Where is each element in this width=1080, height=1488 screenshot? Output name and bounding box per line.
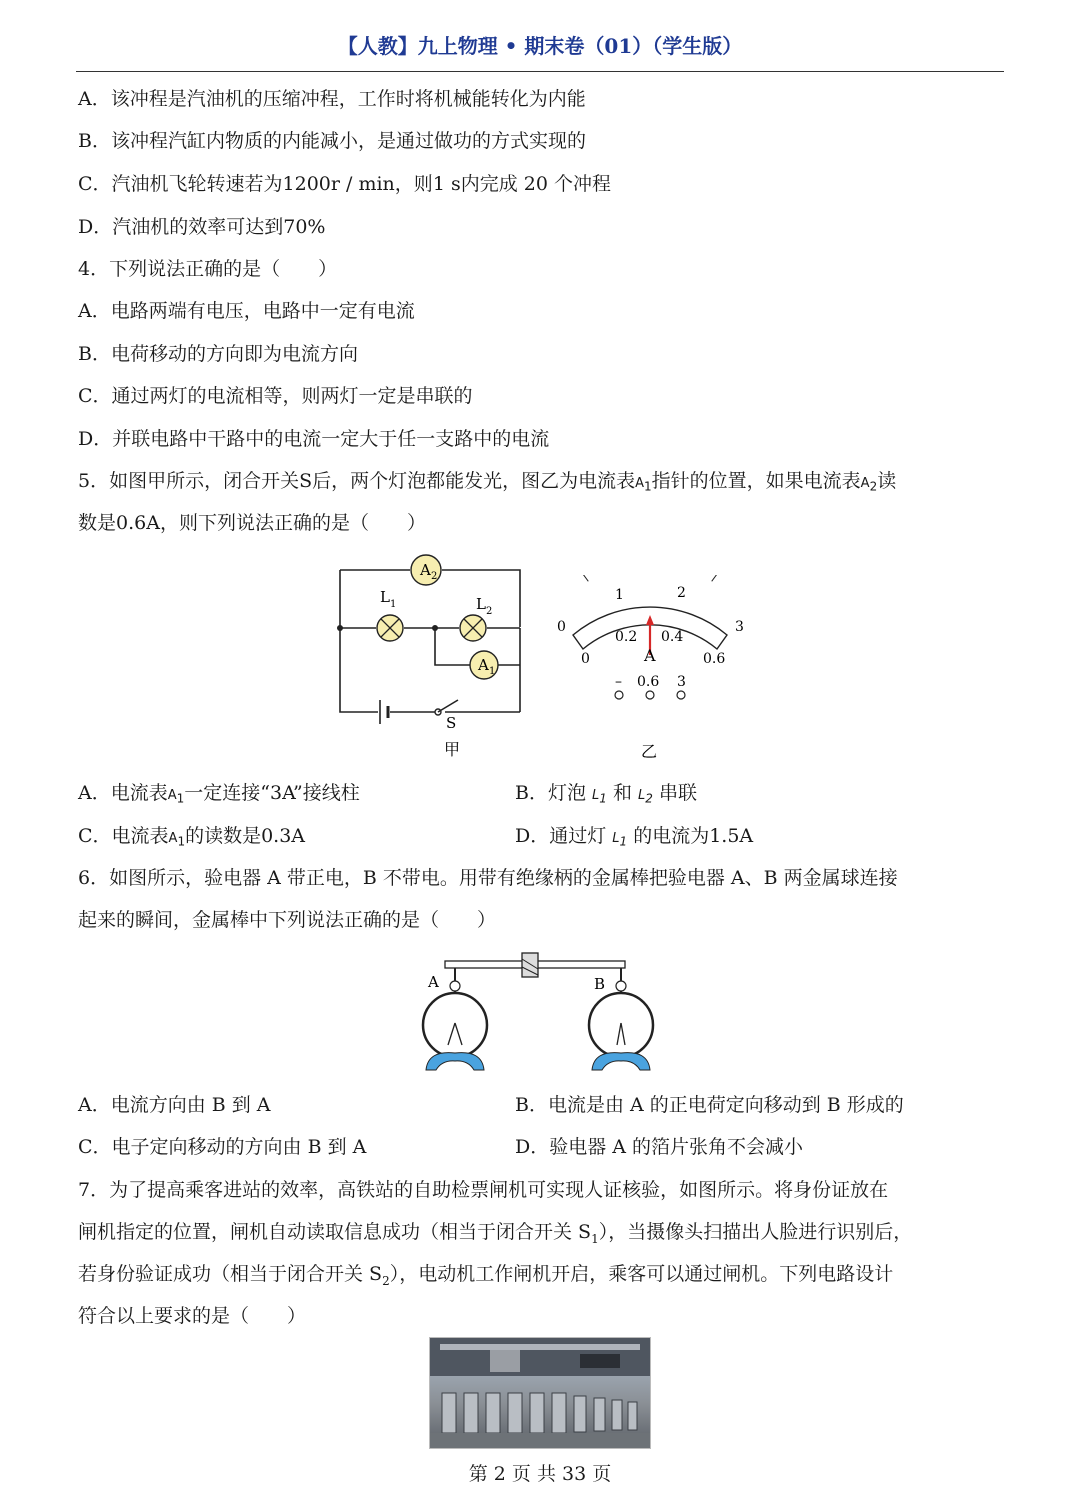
bottom-scale-0: 0	[581, 651, 590, 667]
q3-option-d-value: 70%	[283, 216, 326, 238]
q7-line3-a: 若身份验证成功（相当于闭合开关 S	[78, 1263, 383, 1285]
dial-tick	[712, 575, 722, 581]
q6-option-d: D．验电器 A 的箔片张角不会减小	[515, 1136, 804, 1158]
q5-stem-line2: 数是0.6A，则下列说法正确的是（ ）	[78, 512, 426, 534]
figure-caption-jia: 甲	[444, 740, 461, 759]
q5-stem-part3: 读	[877, 470, 897, 492]
q3-option-c-time: 1 s	[432, 173, 461, 195]
q3-option-c	[78, 171, 1008, 197]
terminal-3	[677, 691, 685, 699]
electroscope-a-label: A	[428, 973, 439, 991]
q5-b-l1-letter: L	[592, 788, 600, 803]
header-divider	[76, 71, 1004, 72]
q3-option-c-speed: 1200r / min	[282, 173, 395, 195]
a2-letter: A	[860, 476, 870, 491]
top-scale-1: 1	[615, 587, 624, 603]
q7-line1: 7．为了提高乘客进站的效率，高铁站的自助检票闸机可实现人证核验，如图所示。将身份证放在	[78, 1179, 889, 1201]
q5-b-pre: B．灯泡	[515, 782, 586, 804]
q5-c-sub: 1	[177, 834, 186, 849]
terminal-06	[646, 691, 654, 699]
dial-ticks	[579, 575, 721, 581]
q5-a-post: 一定连接“3A”接线柱	[184, 782, 360, 804]
q5-a-sub: 1	[176, 791, 185, 806]
junction-left	[337, 625, 343, 631]
ammeter-a1-text: A	[478, 656, 489, 674]
q3-option-c-mid: ，则	[394, 173, 433, 195]
q5-c-post: 的读数是0.3A	[185, 825, 306, 847]
terminal-label-3: 3	[677, 674, 686, 690]
ammeter-dial-yi	[545, 575, 755, 765]
electroscope-b-stand	[592, 1053, 650, 1070]
q5-c-pre: C．电流表	[78, 825, 169, 847]
q6-stem-line2: 起来的瞬间，金属棒中下列说法正确的是（ ）	[78, 909, 497, 931]
meter-symbol: A	[644, 646, 656, 665]
q5-option-c	[78, 823, 498, 855]
q5-option-d	[515, 823, 753, 855]
q5-b-l2-letter: L	[638, 788, 646, 803]
q5-stem-line1	[78, 468, 1008, 500]
q7-s2-sub: 2	[382, 1273, 390, 1288]
q3-option-a: A．该冲程是汽油机的压缩冲程，工作时将机械能转化为内能	[78, 88, 586, 110]
top-scale-0: 0	[557, 619, 566, 635]
q5-ammeter-a2-label	[860, 476, 878, 494]
q5-b-l1-sub: 1	[599, 791, 607, 806]
q7-line2	[78, 1219, 1008, 1252]
q7-s1-sub: 1	[591, 1231, 599, 1246]
bottom-scale-1: 0.2	[615, 629, 638, 645]
terminal-label-06: 0.6	[637, 674, 660, 690]
q5-d-post: 的电流为1.5A	[633, 825, 754, 847]
bottom-scale-2: 0.4	[661, 629, 684, 645]
q5-option-a	[78, 780, 498, 812]
q4-option-d: D．并联电路中干路中的电流一定大于任一支路中的电流	[78, 428, 550, 450]
q5-a-letter: A	[167, 788, 177, 803]
q6-option-b: B．电流是由 A 的正电荷定向移动到 B 形成的	[515, 1094, 904, 1116]
a1-subscript: 1	[644, 479, 652, 494]
q4-option-c: C．通过两灯的电流相等，则两灯一定是串联的	[78, 385, 473, 407]
page-header-title: 【人教】九上物理 • 期末卷（01）（学生版）	[337, 34, 743, 58]
electroscope-a-stand	[426, 1053, 484, 1070]
top-scale-2: 2	[677, 585, 686, 601]
ticket-gate-illustration	[430, 1338, 650, 1448]
lamp-l1-label: L	[380, 588, 390, 606]
top-scale-3: 3	[735, 619, 744, 635]
q3-option-c-pre: C．汽油机飞轮转速若为	[78, 173, 283, 195]
ammeter-a1-sub: 1	[489, 666, 496, 677]
q4-stem: 4．下列说法正确的是（ ）	[78, 258, 338, 280]
q5-b-mid: 和	[612, 782, 632, 804]
a2-subscript: 2	[869, 479, 878, 494]
bottom-scale-3: 0.6	[703, 651, 726, 667]
q5-d-l1-letter: L	[612, 831, 620, 846]
q5-ammeter-a1-label	[635, 476, 652, 494]
q7-line3-b: ），电动机工作闸机开启，乘客可以通过闸机。下列电路设计	[389, 1263, 894, 1285]
q7-line4: 符合以上要求的是（ ）	[78, 1305, 307, 1327]
q5-b-l1	[592, 788, 607, 806]
circuit-diagram-jia	[330, 550, 530, 765]
a1-letter: A	[635, 476, 645, 491]
q6-option-c: C．电子定向移动的方向由 B 到 A	[78, 1136, 367, 1158]
q5-option-b	[515, 780, 697, 812]
switch-label: S	[446, 714, 457, 732]
lamp-l2-sub: 2	[486, 606, 493, 617]
q5-d-l1-sub: 1	[619, 834, 628, 849]
electroscope-b-label: B	[594, 975, 606, 993]
q5-stem-part2: 指针的位置，如果电流表	[651, 470, 861, 492]
q5-c-ammeter	[168, 831, 186, 849]
q5-b-l2	[638, 788, 653, 806]
lamp-l2-label: L	[476, 595, 486, 613]
dial-tick	[579, 575, 589, 581]
q7-line3	[78, 1261, 1008, 1294]
ammeter-a2-text: A	[420, 561, 431, 579]
terminal-neg	[615, 691, 623, 699]
q7-line2-a: 闸机指定的位置，闸机自动读取信息成功（相当于闭合开关 S	[78, 1221, 592, 1243]
q7-line2-b: ），当摄像头扫描出人脸进行识别后，	[598, 1221, 913, 1243]
q3-option-b: B．该冲程汽缸内物质的内能减小，是通过做功的方式实现的	[78, 130, 586, 152]
q3-option-d	[78, 214, 1008, 240]
q5-d-pre: D．通过灯	[515, 825, 607, 847]
q5-c-letter: A	[168, 831, 178, 846]
switch-blade	[438, 700, 458, 712]
q6-stem-line1: 6．如图所示，验电器 A 带正电，B 不带电。用带有绝缘柄的金属棒把验电器 A、B 两金属球连接	[78, 867, 898, 889]
q5-b-post: 串联	[658, 782, 697, 804]
page-footer: 第 2 页 共 33 页	[468, 1463, 612, 1485]
ticket-gate-photo	[429, 1337, 651, 1449]
q3-option-d-pre: D．汽油机的效率可达到	[78, 216, 284, 238]
q5-b-l2-sub: 2	[645, 791, 653, 806]
figure-caption-yi: 乙	[641, 742, 658, 761]
electroscope-diagram	[418, 945, 663, 1075]
q4-option-b: B．电荷移动的方向即为电流方向	[78, 343, 358, 365]
q3-option-c-post: 内完成 20 个冲程	[460, 173, 611, 195]
q5-stem-part1: 5．如图甲所示，闭合开关S后，两个灯泡都能发光，图乙为电流表	[78, 470, 636, 492]
q6-option-a: A．电流方向由 B 到 A	[78, 1094, 271, 1116]
q4-option-a: A．电路两端有电压，电路中一定有电流	[78, 300, 415, 322]
q5-a-ammeter	[167, 788, 185, 806]
lamp-l1-sub: 1	[390, 599, 397, 610]
q5-a-pre: A．电流表	[78, 782, 168, 804]
ammeter-a2-sub: 2	[431, 571, 438, 582]
junction-middle	[432, 625, 438, 631]
q5-d-l1	[612, 831, 628, 849]
terminal-label-neg: –	[615, 674, 622, 690]
circuit-wire-left	[340, 570, 378, 712]
